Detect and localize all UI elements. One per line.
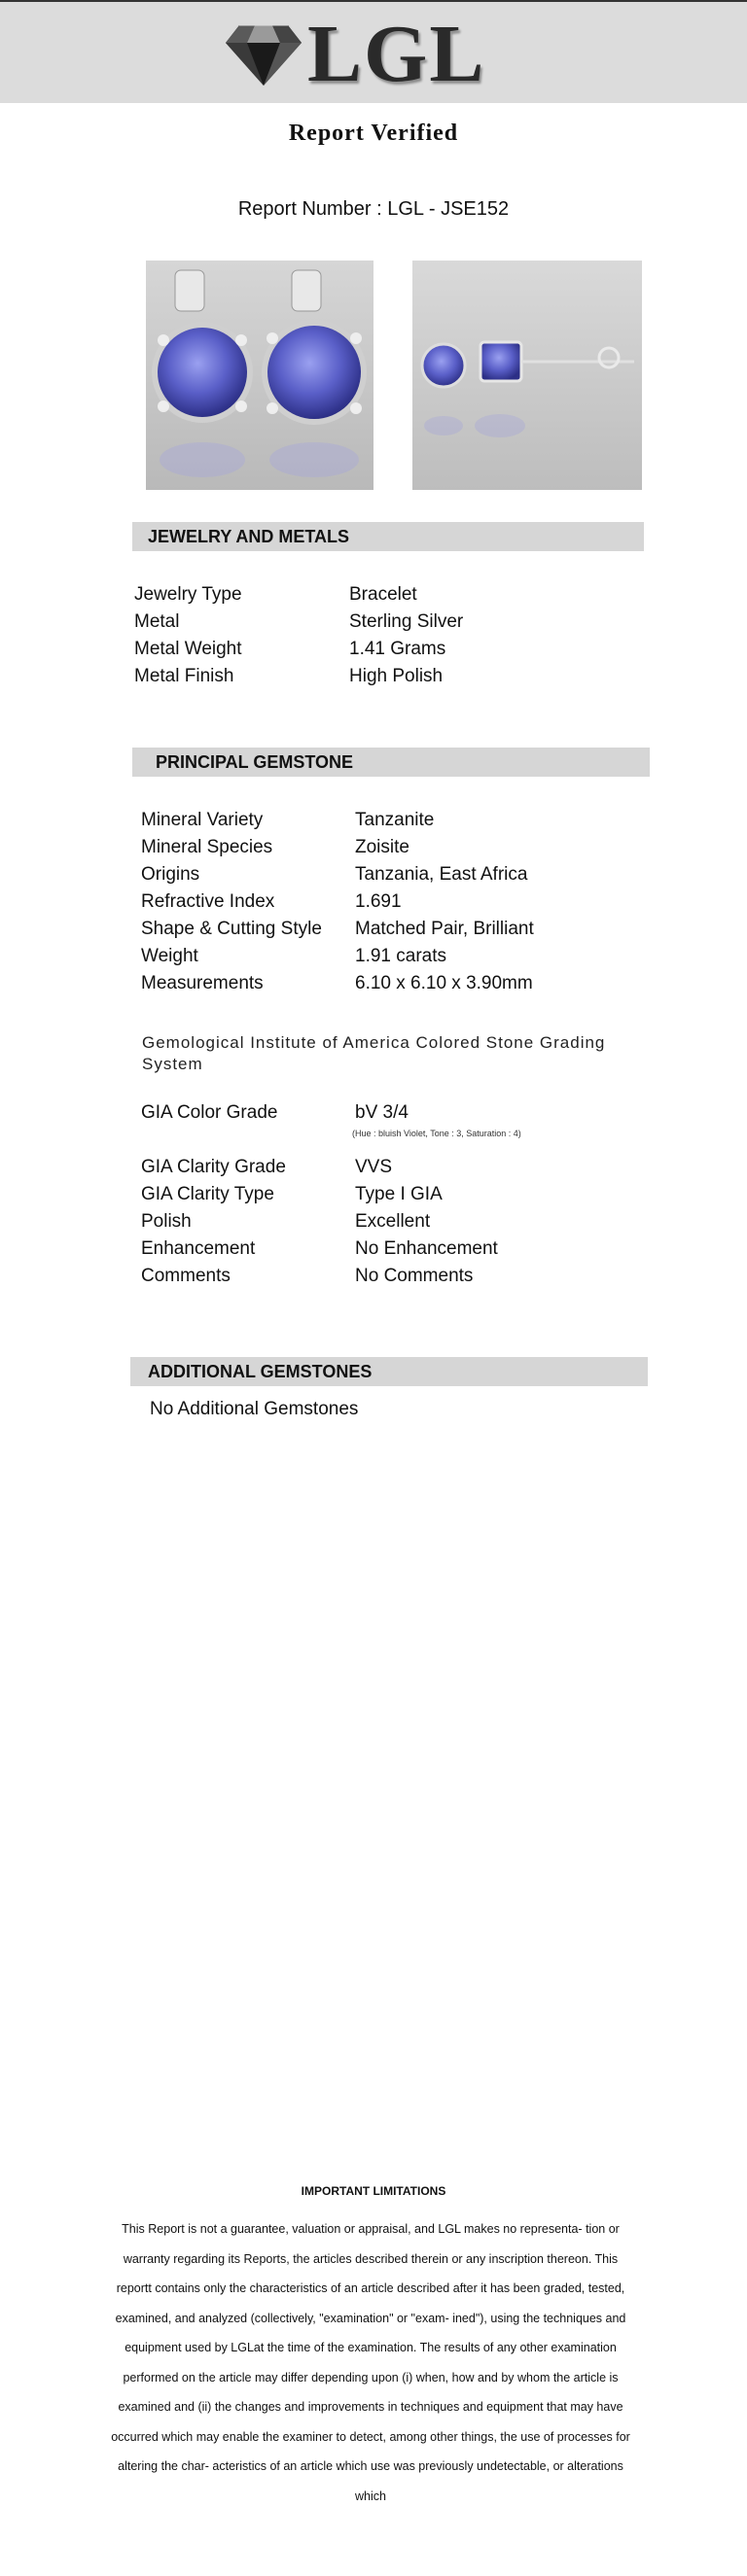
detail-row: Mineral Species Zoisite bbox=[141, 837, 409, 857]
color-grade-note: (Hue : bluish Violet, Tone : 3, Saturation : 4) bbox=[352, 1129, 521, 1138]
color-grade bbox=[141, 1099, 627, 1127]
limitations-body: This Report is not a guarantee, valuation or appraisal, and LGL makes no representa- tion or warranty regarding its Reports, the articles described therein or any inscription thereon. This reportt contains only the characteristics of an article described after it has been graded, tested, examined, and analyzed (collectively, "examination" or "exam- ined"), using the techniques and equipment used by LGLat the time of the examination. The results of any other examination performed on the article may differ depending upon (i) when, how and by whom the article is examined and (ii) the changes and improvements in techniques and equipment that may have occurred which may enable the examiner to detect, among other things, the use of processes for altering the char- acteristics of an article which use was previously undetectable, or alterations which bbox=[111, 2222, 630, 2503]
grade-details bbox=[141, 1154, 627, 1290]
detail-row: Refractive Index 1.691 bbox=[141, 891, 402, 912]
logo-text: LGL bbox=[307, 9, 486, 99]
detail-row: Comments No Comments bbox=[141, 1266, 474, 1286]
detail-row: Shape & Cutting Style Matched Pair, Brilliant bbox=[141, 919, 534, 939]
detail-row: Jewelry Type Bracelet bbox=[134, 584, 417, 605]
section-title: PRINCIPAL GEMSTONE bbox=[156, 752, 354, 772]
detail-row: No Additional Gemstones bbox=[150, 1399, 359, 1419]
lgl-logo bbox=[226, 9, 486, 99]
section-title: JEWELRY AND METALS bbox=[148, 527, 350, 546]
detail-row: Metal Finish High Polish bbox=[134, 666, 444, 686]
detail-row: Origins Tanzania, East Africa bbox=[141, 864, 528, 885]
section-jewelry-metals bbox=[132, 522, 644, 551]
earrings-front-photo bbox=[146, 261, 374, 490]
detail-row: Polish Excellent bbox=[141, 1211, 431, 1232]
report-title: Report Verified bbox=[288, 121, 459, 146]
detail-row: Metal Weight 1.41 Grams bbox=[134, 639, 446, 659]
earrings-side-photo bbox=[412, 261, 642, 490]
detail-row: Weight 1.91 carats bbox=[141, 946, 446, 966]
section-additional-gemstones bbox=[130, 1357, 648, 1386]
diamond-icon bbox=[226, 23, 302, 86]
gia-grading-heading: Gemological Institute of America Colored Stone Grading System bbox=[142, 1033, 606, 1073]
section-principal-gemstone bbox=[132, 748, 650, 777]
detail-row: Metal Sterling Silver bbox=[134, 611, 464, 632]
detail-row: Mineral Variety Tanzanite bbox=[141, 810, 435, 830]
limitations-title: IMPORTANT LIMITATIONS bbox=[301, 2184, 446, 2198]
gemstone-details bbox=[141, 807, 627, 997]
header-banner bbox=[0, 0, 747, 103]
detail-row: Measurements 6.10 x 6.10 x 3.90mm bbox=[141, 973, 533, 993]
detail-row: GIA Clarity Grade VVS bbox=[141, 1157, 393, 1177]
section-title: ADDITIONAL GEMSTONES bbox=[148, 1362, 373, 1381]
detail-row: GIA Clarity Type Type I GIA bbox=[141, 1184, 443, 1204]
report-number: Report Number : LGL - JSE152 bbox=[237, 198, 510, 220]
additional-details bbox=[150, 1396, 636, 1423]
jewelry-details bbox=[134, 581, 621, 690]
detail-row: GIA Color Grade bV 3/4 bbox=[141, 1102, 409, 1123]
detail-row: Enhancement No Enhancement bbox=[141, 1238, 498, 1259]
